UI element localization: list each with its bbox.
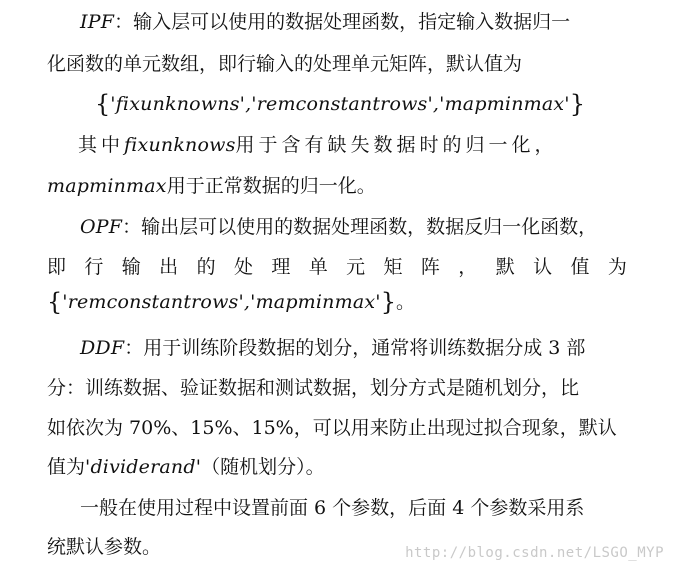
ipf-set-items: 'fixunknowns','remconstantrows','mapminmax' [110, 93, 570, 115]
opf-line-2-char: 单 [308, 256, 328, 278]
ddf-text-3: 如依次为 70%、15%、15%，可以用来防止出现过拟合现象，默认 [47, 417, 617, 439]
ddf-text-4-prefix: 值为 [47, 456, 86, 478]
ipf-line-1 [80, 8, 570, 36]
ddf-text-4-rest: （随机划分）。 [201, 456, 325, 478]
opf-line-1 [80, 213, 597, 241]
note-prefix: 其中 [78, 134, 125, 156]
ipf-default-set [95, 90, 585, 118]
note-rest-1: 用于含有缺失数据时的归一化， [235, 134, 558, 156]
ipf-set-close: } [569, 90, 585, 118]
opf-line-2-char: 默 [495, 256, 515, 278]
opf-line-2-char: 行 [84, 256, 104, 278]
blog-watermark: http://blog.csdn.net/LSGO_MYP [405, 545, 664, 561]
opf-line-2-char: 出 [159, 256, 179, 278]
opf-line-2-char: 阵 [420, 256, 440, 278]
opf-set-close: } [380, 288, 396, 316]
summary-line-1 [80, 494, 584, 522]
opf-text-1: ：输出层可以使用的数据处理函数，数据反归一化函数， [122, 216, 598, 238]
note-rest-2: 用于正常数据的归一化。 [166, 175, 376, 197]
opf-line-3-end: 。 [395, 291, 415, 313]
opf-line-2-char: 输 [121, 256, 141, 278]
ddf-line-3 [47, 414, 617, 442]
opf-line-2-char: ， [458, 256, 478, 278]
ipf-text-1: ：输入层可以使用的数据处理函数，指定输入数据归一 [114, 11, 571, 33]
opf-line-2 [47, 253, 627, 281]
opf-line-2-char: 矩 [383, 256, 403, 278]
ipf-line-2 [47, 50, 522, 78]
note-term-2: mapminmax [47, 175, 167, 197]
opf-set-open: { [47, 288, 63, 316]
ddf-term-dividerand: 'dividerand' [85, 456, 202, 478]
opf-line-2-char: 值 [570, 256, 590, 278]
ipf-set-open: { [95, 90, 111, 118]
opf-set-items: 'remconstantrows','mapminmax' [62, 291, 381, 313]
opf-line-2-char: 元 [346, 256, 366, 278]
opf-line-2-char: 处 [233, 256, 253, 278]
opf-line-2-char: 认 [533, 256, 553, 278]
opf-line-2-char: 理 [271, 256, 291, 278]
opf-line-2-char: 为 [607, 256, 627, 278]
opf-term: OPF [80, 216, 123, 238]
ddf-term: DDF [80, 337, 125, 359]
opf-default-set [47, 288, 415, 316]
summary-text-1: 一般在使用过程中设置前面 6 个参数，后面 4 个参数采用系 [80, 497, 585, 519]
ddf-line-1 [80, 334, 585, 362]
note-line-1 [78, 131, 558, 159]
ipf-text-2: 化函数的单元数组，即行输入的处理单元矩阵，默认值为 [47, 53, 523, 75]
ipf-term: IPF [80, 11, 115, 33]
note-term-1: fixunknows [124, 134, 236, 156]
note-line-2 [47, 172, 376, 200]
ddf-line-4 [47, 453, 325, 481]
opf-line-2-char: 的 [196, 256, 216, 278]
ddf-text-2: 分：训练数据、验证数据和测试数据，划分方式是随机划分，比 [47, 377, 580, 399]
summary-text-2: 统默认参数。 [47, 536, 162, 558]
summary-line-2 [47, 533, 161, 561]
ddf-line-2 [47, 374, 579, 402]
opf-line-2-char: 即 [47, 256, 67, 278]
ddf-text-1: ：用于训练阶段数据的划分，通常将训练数据分成 3 部 [124, 337, 586, 359]
